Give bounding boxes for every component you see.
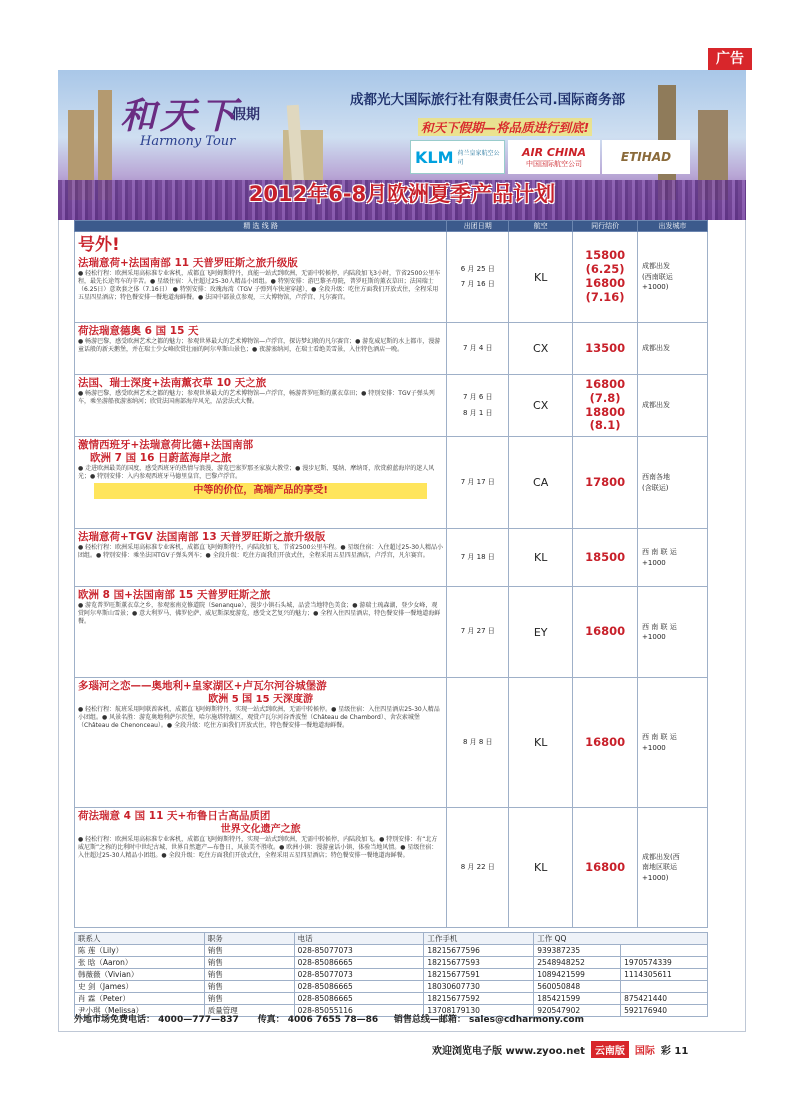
city-cell: 西 南 联 运 +1000 xyxy=(638,678,708,808)
footer-url: 欢迎浏览电子版 www.zyoo.net xyxy=(432,1045,585,1057)
route-title: 欧洲 8 国+法国南部 15 天普罗旺斯之旅 xyxy=(78,589,271,601)
route-description: ● 轻松行程：航班采用阿联酋客机，成都直飞阿姆斯特丹，实现一站式到欧洲，无需中转候停。● 星级住宿：入住四星酒店25-30人精品小团组。● 风景名胜：游览奥地利萨尔茨堡，哈尔施塔特湖区，观赏卢瓦尔河谷香波堡（Château de Chambord）、舍农索城堡（Château de Chenonceau）。● 全段升级：吃住方面我们开放式住，特色餐安排一餐地道海鲜餐。 xyxy=(78,706,440,730)
header-city: 出发城市 xyxy=(638,221,708,232)
airline-cell: KL xyxy=(509,678,573,808)
date-cell: 8 月 8 日 xyxy=(447,678,509,808)
contact-row: 张 晗（Aaron） 销售 028-85086665 18215677593 2548948252 1970574339 xyxy=(75,957,708,969)
city-cell: 西 南 联 运 +1000 xyxy=(638,587,708,678)
airline-cell: EY xyxy=(509,587,573,678)
table-row xyxy=(75,232,708,323)
route-title: 法瑞意荷+TGV 法国南部 13 天普罗旺斯之旅升级版 xyxy=(78,531,326,543)
route-cell xyxy=(75,323,447,375)
section-label: 国际 xyxy=(634,1045,655,1057)
contact-row: 陈 莲（Lily） 销售 028-85077073 18215677596 939387235 xyxy=(75,945,708,957)
route-cell xyxy=(75,808,447,928)
table-header-row xyxy=(75,221,708,232)
special-tag: 号外! xyxy=(78,235,120,255)
route-cell xyxy=(75,437,447,529)
table-row xyxy=(75,437,708,529)
airchina-logo: AIR CHINA 中国国际航空公司 xyxy=(508,140,600,174)
header-date: 出团日期 xyxy=(447,221,509,232)
date-cell: 7 月 17 日 xyxy=(447,437,509,529)
route-cell xyxy=(75,678,447,808)
product-table xyxy=(74,220,708,928)
route-title: 荷法瑞意德奥 6 国 15 天 xyxy=(78,325,199,337)
brand-english: Harmony Tour xyxy=(140,134,236,149)
table-row xyxy=(75,529,708,587)
route-cell xyxy=(75,232,447,323)
header-route: 精 选 线 路 xyxy=(75,221,447,232)
route-description: ● 畅游巴黎，感受欧洲艺术之都的魅力；参观世界最大的艺术博物馆—卢浮宫，探访梦幻般的凡尔赛宫；● 游览威尼斯的水上都市，漫游童话般的新天鹅堡，并在瑞士少女峰欣赏壮丽的阿尔卑斯山景色；● 夜游塞纳河，在瑞士看绝美雪景，入住特色酒店一晚。 xyxy=(78,338,441,354)
page-number: 彩 11 xyxy=(660,1045,689,1057)
airline-cell: CX xyxy=(509,375,573,437)
route-description: ● 走进欧洲最美的国度，感受西班牙的热情与浪漫，游览巴塞罗那圣家族大教堂；● 漫步尼斯、戛纳、摩纳哥，欣赏蔚蓝海岸的迷人风光；● 特别安排：入内参观西班牙马德里皇宫，巴黎卢浮宫。 xyxy=(78,465,435,481)
date-cell: 7 月 4 日 xyxy=(447,323,509,375)
route-title: 法瑞意荷+法国南部 11 天普罗旺斯之旅升级版 xyxy=(78,256,298,269)
route-cell xyxy=(75,375,447,437)
contact-row: 肖 霖（Peter） 销售 028-85086665 18215677592 185421599 875421440 xyxy=(75,993,708,1005)
klm-logo: KLM 荷兰皇家航空公司 xyxy=(410,140,505,174)
ad-tag: 广告 xyxy=(708,48,752,70)
price-cell: 16800 xyxy=(573,678,638,808)
slogan: 和天下假期—将品质进行到底! xyxy=(418,118,592,136)
date-cell: 6 月 25 日 7 月 16 日 xyxy=(447,232,509,323)
airline-cell: KL xyxy=(509,529,573,587)
route-description: ● 游览普罗旺斯薰衣草之乡，参观塞南克修道院（Senanque），漫步小镇石头城，品尝当地特色美食；● 游瑞士琉森湖，登少女峰，观赏阿尔卑斯山雪景；● 意大利罗马、佛罗伦萨、威尼斯深度游览，感受文艺复兴的魅力；● 全程入住四星酒店，特色餐安排一餐地道海鲜餐。 xyxy=(78,602,441,626)
city-cell: 成都出发 xyxy=(638,375,708,437)
contact-row: 韩薇薇（Vivian） 销售 028-85077073 18215677591 1089421599 1114305611 xyxy=(75,969,708,981)
city-cell: 成都出发 (西南联运 +1000) xyxy=(638,232,708,323)
value-banner: 中等的价位，高端产品的享受! xyxy=(94,483,427,499)
route-cell xyxy=(75,529,447,587)
price-cell: 18500 xyxy=(573,529,638,587)
route-description: ● 畅游巴黎，感受欧洲艺术之都的魅力；参观世界最大的艺术博物馆—卢浮宫，畅游普罗旺斯的薰衣草田；● 特别安排：TGV子弹头列车，乘坐游船夜游塞纳河；欣赏法国南部海岸风光，品尝法式大餐。 xyxy=(78,390,435,406)
route-cell xyxy=(75,587,447,678)
route-subtitle: 欧洲 7 国 16 日蔚蓝海岸之旅 xyxy=(90,452,232,465)
route-description: ● 轻松行程：欧洲采用高标准专业客机，成都直飞阿姆斯特丹，内陆段加飞，节省2500公里车程。● 星级住宿：入住超过25-30人精品小团组。● 特别安排：乘坐法国TGV子弹头列车；● 全段升级：吃住方面我们开放式住，全程采用五星四星酒店，卢浮宫，凡尔赛宫。 xyxy=(78,544,443,560)
edition-tag: 云南版 xyxy=(591,1041,629,1058)
date-cell: 8 月 22 日 xyxy=(447,808,509,928)
table-row xyxy=(75,678,708,808)
city-cell: 西 南 联 运 +1000 xyxy=(638,529,708,587)
page-title: 2012年6-8月欧洲夏季产品计划 xyxy=(248,182,556,206)
route-title: 法国、瑞士深度+法南薰衣草 10 天之旅 xyxy=(78,377,267,389)
route-description: ● 轻松行程：欧洲采用高标准专业客机，成都直飞阿姆斯特丹，实现一站式到欧洲，无需中转候停，内陆段加飞。● 特别安排：有“北方威尼斯”之称的比利时中世纪古城、世界自然遗产—布鲁日，风景美不胜收。● 欧洲小镇：漫游童话小镇，体验当地风情。● 星级住宿：入住超过25-30人精品小团组。● 全段升级：吃住方面我们开放式住，全程采用五星四星酒店；特色餐安排一餐地道海鲜餐。 xyxy=(78,836,438,860)
price-cell: 16800 xyxy=(573,808,638,928)
airline-cell: KL xyxy=(509,232,573,323)
table-row xyxy=(75,587,708,678)
brand-logo xyxy=(120,88,270,158)
sales-email: sales@cdharmony.com xyxy=(469,1015,584,1025)
price-cell: 13500 xyxy=(573,323,638,375)
city-cell: 成都出发 xyxy=(638,323,708,375)
fax-number: 4006 7655 78—86 xyxy=(287,1015,379,1025)
contact-row: 史 剑（James） 销售 028-85086665 18030607730 560050848 xyxy=(75,981,708,993)
route-subtitle: 世界文化遗产之旅 xyxy=(220,824,301,836)
header-price: 同行结价 xyxy=(573,221,638,232)
price-cell: 16800 xyxy=(573,587,638,678)
free-phone: 4000—777—837 xyxy=(158,1015,239,1025)
route-title: 多瑙河之恋——奥地利+皇家湖区+卢瓦尔河谷城堡游 xyxy=(78,680,327,692)
route-subtitle: 欧洲 5 国 15 天深度游 xyxy=(208,694,314,706)
price-cell: 17800 xyxy=(573,437,638,529)
airline-cell: CA xyxy=(509,437,573,529)
route-title: 激情西班牙+法瑞意荷比德+法国南部 xyxy=(78,439,254,451)
price-cell: 15800 (6.25) 16800 (7.16) xyxy=(573,232,638,323)
airline-cell: KL xyxy=(509,808,573,928)
etihad-logo: ETIHAD xyxy=(602,140,690,174)
city-cell: 成都出发(西 南地区联运 +1000) xyxy=(638,808,708,928)
contact-summary: 外地市场免费电话： 4000—777—837 传真： 4006 7655 78—86 销售总线—邮箱： sales@cdharmony.com xyxy=(74,1015,584,1025)
table-row xyxy=(75,323,708,375)
date-cell: 7 月 6 日 8 月 1 日 xyxy=(447,375,509,437)
date-cell: 7 月 18 日 xyxy=(447,529,509,587)
brand-suffix: 假期 xyxy=(232,107,260,123)
table-row xyxy=(75,375,708,437)
contact-table xyxy=(74,932,708,1017)
date-cell: 7 月 27 日 xyxy=(447,587,509,678)
contact-row: 尹小琪（Melissa） 质量管理 028-85055116 13708179130 920547902 592176940 xyxy=(75,1005,708,1017)
route-title: 荷法瑞意 4 国 11 天+布鲁日古高品质团 xyxy=(78,810,271,822)
brand-name: 和天下 xyxy=(120,95,241,137)
city-cell: 西南各地 (含联运) xyxy=(638,437,708,529)
table-row xyxy=(75,808,708,928)
page-footer xyxy=(432,1040,688,1058)
price-cell: 16800 (7.8) 18800 (8.1) xyxy=(573,375,638,437)
header-airline: 航空 xyxy=(509,221,573,232)
airline-cell: CX xyxy=(509,323,573,375)
route-description: ● 轻松行程：欧洲采用高标准专业客机，成都直飞阿姆斯特丹，真能一站式到欧洲，无需中转候停，内陆段加飞3小时，节省2500公里车程，最先长途驾车的辛苦。● 星级住宿：入住超过25-30人精品小团组。● 特别安排：游巴黎圣母院，普罗旺斯的薰衣草田；法国瑞士（6.25日）意欢套之体（7.16日） ● 特别安排：玫瑰海湾（TGV 子弹列车快速穿越），● 全段升级：吃住方面我们开放式住，全程采用五星四星酒店；特色餐安排一餐地道海鲜餐。● 法国中部景点参观，三大博物馆，卢浮宫、凡尔赛宫。 xyxy=(78,270,441,302)
company-name: 成都光大国际旅行社有限责任公司.国际商务部 xyxy=(350,92,626,108)
contact-header-row: 联系人 职务 电话 工作手机 工作 QQ xyxy=(75,933,708,945)
